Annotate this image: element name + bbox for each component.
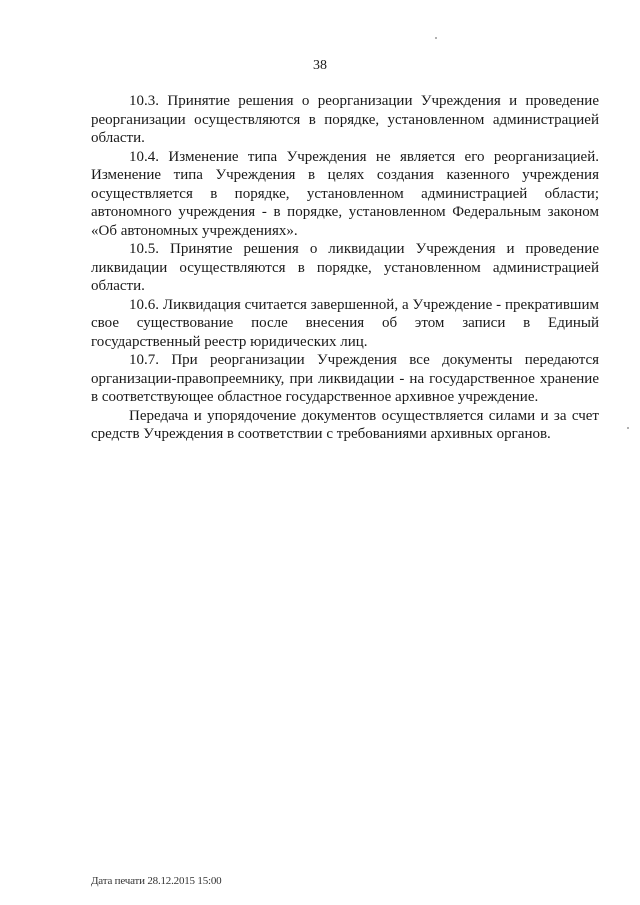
paragraph-10-7: 10.7. При реорганизации Учреждения все документы передаются организации-правопреемнику, при ликвидации - на государственное хранение в соответствующее областное государственное архивное учреждение. [91, 352, 599, 405]
print-date-footer: Дата печати 28.12.2015 15:00 [91, 875, 222, 887]
document-body [91, 92, 599, 444]
paragraph-10-3: 10.3. Принятие решения о реорганизации Учреждения и проведение реорганизации осуществляются в порядке, установленном администрацией области. [91, 93, 599, 146]
page-number: 38 [313, 58, 327, 73]
paragraph-10-6: 10.6. Ликвидация считается завершенной, а Учреждение - прекратившим свое существование после внесения об этом записи в Единый государственный реестр юридических лиц. [91, 296, 599, 350]
paragraph-10-4: 10.4. Изменение типа Учреждения не является его реорганизацией. Изменение типа Учреждения в целях создания казенного учреждения осуществляется в порядке, установленном администрацией области; автономного учреждения - в порядке, установленном Федеральным законом «Об автономных учреждениях». [91, 148, 599, 239]
scan-speck [627, 427, 629, 429]
paragraph-10-5: 10.5. Принятие решения о ликвидации Учреждения и проведение ликвидации осуществляются в порядке, установленном администрацией области. [91, 241, 599, 294]
scan-speck [435, 37, 437, 39]
paragraph-archive-transfer: Передача и упорядочение документов осуществляется силами и за счет средств Учреждения в соответствии с требованиями архивных органов. [91, 407, 599, 442]
